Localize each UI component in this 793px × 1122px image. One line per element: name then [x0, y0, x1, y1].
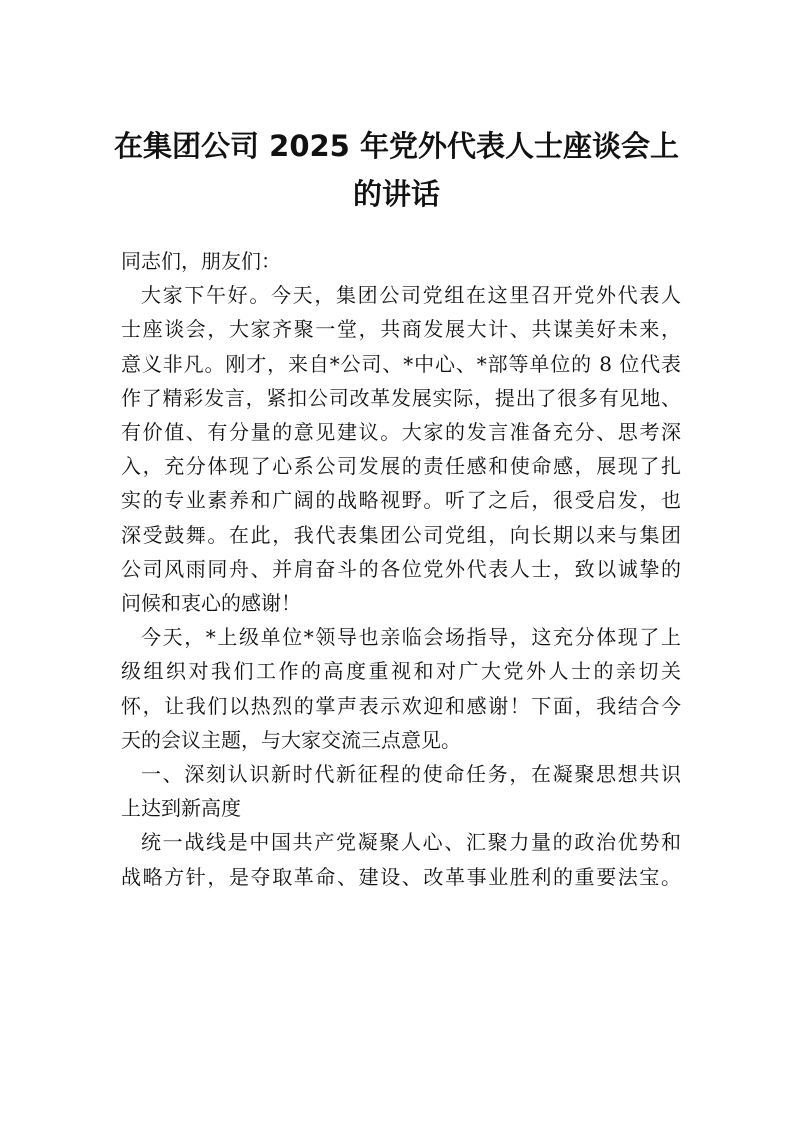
salutation: [121, 244, 681, 278]
document-body: [121, 244, 681, 894]
document-title: [110, 122, 683, 218]
text-line: 公司风雨同舟、并肩奋斗的各位党外代表人士，致以诚挚的: [121, 556, 681, 581]
text-line: 同志们，朋友们：: [121, 249, 281, 273]
text-line: 级组织对我们工作的高度重视和对广大党外人士的亲切关: [121, 659, 681, 684]
title-line: 的讲话: [352, 177, 440, 211]
text-line: 实的专业素养和广阔的战略视野。听了之后，很受启发，也: [121, 488, 681, 513]
text-line: 问候和衷心的感谢！: [121, 591, 301, 616]
paragraph-united-front: [121, 825, 681, 893]
text-line: 战略方针，是夺取革命、建设、改革事业胜利的重要法宝。: [121, 864, 681, 889]
title-line: 在集团公司 2025 年党外代表人士座谈会上: [114, 129, 679, 163]
text-line: 大家下午好。今天，集团公司党组在这里召开党外代表人: [141, 283, 681, 308]
text-line: 上达到新高度: [121, 796, 241, 821]
text-line: 天的会议主题，与大家交流三点意见。: [121, 727, 461, 752]
text-line: 作了精彩发言，紧扣公司改革发展实际，提出了很多有见地、: [121, 385, 681, 410]
text-line: 一、深刻认识新时代新征程的使命任务，在凝聚思想共识: [141, 762, 681, 787]
text-line: 统一战线是中国共产党凝聚人心、汇聚力量的政治优势和: [141, 830, 681, 855]
text-line: 今天，*上级单位*领导也亲临会场指导，这充分体现了上: [141, 625, 681, 650]
text-line: 士座谈会，大家齐聚一堂，共商发展大计、共谋美好未来，: [121, 317, 681, 342]
text-line: 入，充分体现了心系公司发展的责任感和使命感，展现了扎: [121, 454, 681, 479]
paragraph-leaders: [121, 620, 681, 757]
paragraph-opening: [121, 278, 681, 620]
text-line: 有价值、有分量的意见建议。大家的发言准备充分、思考深: [121, 420, 681, 445]
text-line: 意义非凡。刚才，来自*公司、*中心、*部等单位的 8 位代表: [121, 351, 681, 376]
text-line: 怀，让我们以热烈的掌声表示欢迎和感谢！下面，我结合今: [121, 693, 681, 718]
section-heading-one: [121, 757, 681, 825]
text-line: 深受鼓舞。在此，我代表集团公司党组，向长期以来与集团: [121, 522, 681, 547]
